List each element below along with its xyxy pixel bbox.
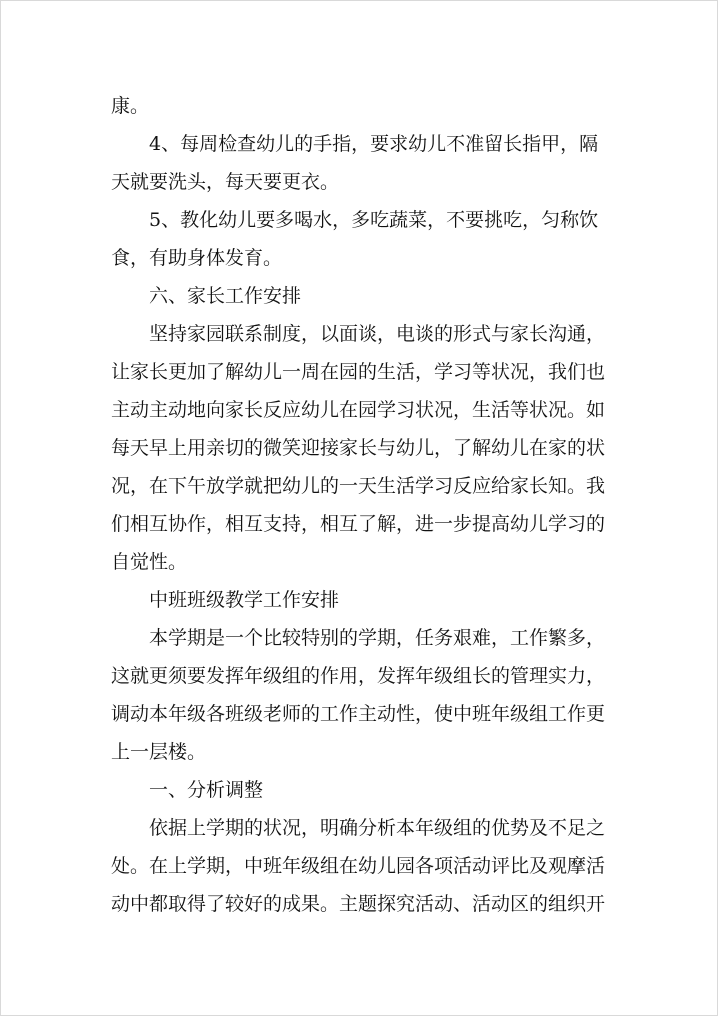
section-heading-teaching-plan: 中班班级教学工作安排 bbox=[149, 589, 340, 611]
text-line-22: 动中都取得了较好的成果。主题探究活动、活动区的组织开 bbox=[111, 893, 606, 915]
text-line-3: 天就要洗头，每天要更衣。 bbox=[111, 171, 340, 193]
text-line-11: 况，在下午放学就把幼儿的一天生活学习反应给家长知。我 bbox=[111, 475, 606, 497]
text-line-15: 本学期是一个比较特别的学期，任务艰难，工作繁多， bbox=[149, 627, 606, 649]
text-line-13: 自觉性。 bbox=[111, 551, 188, 573]
text-line-4: 5、教化幼儿要多喝水，多吃蔬菜，不要挑吃，匀称饮 bbox=[149, 209, 599, 231]
text-line-7: 坚持家园联系制度，以面谈，电谈的形式与家长沟通， bbox=[149, 323, 606, 345]
text-line-16: 这就更须要发挥年级组的作用，发挥年级组长的管理实力， bbox=[111, 665, 606, 687]
text-line-8: 让家长更加了解幼儿一周在园的生活，学习等状况，我们也 bbox=[111, 361, 606, 383]
text-line-1: 康。 bbox=[111, 95, 150, 117]
text-line-5: 食，有助身体发育。 bbox=[111, 247, 283, 269]
text-line-12: 们相互协作，相互支持，相互了解，进一步提高幼儿学习的 bbox=[111, 513, 606, 535]
text-line-2: 4、每周检查幼儿的手指，要求幼儿不准留长指甲，隔 bbox=[149, 133, 599, 155]
section-heading-parent-work: 六、家长工作安排 bbox=[149, 285, 302, 307]
text-line-21: 处。在上学期，中班年级组在幼儿园各项活动评比及观摩活 bbox=[111, 855, 606, 877]
text-line-20: 依据上学期的状况，明确分析本年级组的优势及不足之 bbox=[149, 817, 606, 839]
text-line-18: 上一层楼。 bbox=[111, 741, 207, 763]
section-heading-analysis: 一、分析调整 bbox=[149, 779, 264, 801]
text-line-9: 主动主动地向家长反应幼儿在园学习状况，生活等状况。如 bbox=[111, 399, 606, 421]
text-line-17: 调动本年级各班级老师的工作主动性，使中班年级组工作更 bbox=[111, 703, 606, 725]
text-line-10: 每天早上用亲切的微笑迎接家长与幼儿，了解幼儿在家的状 bbox=[111, 437, 606, 459]
